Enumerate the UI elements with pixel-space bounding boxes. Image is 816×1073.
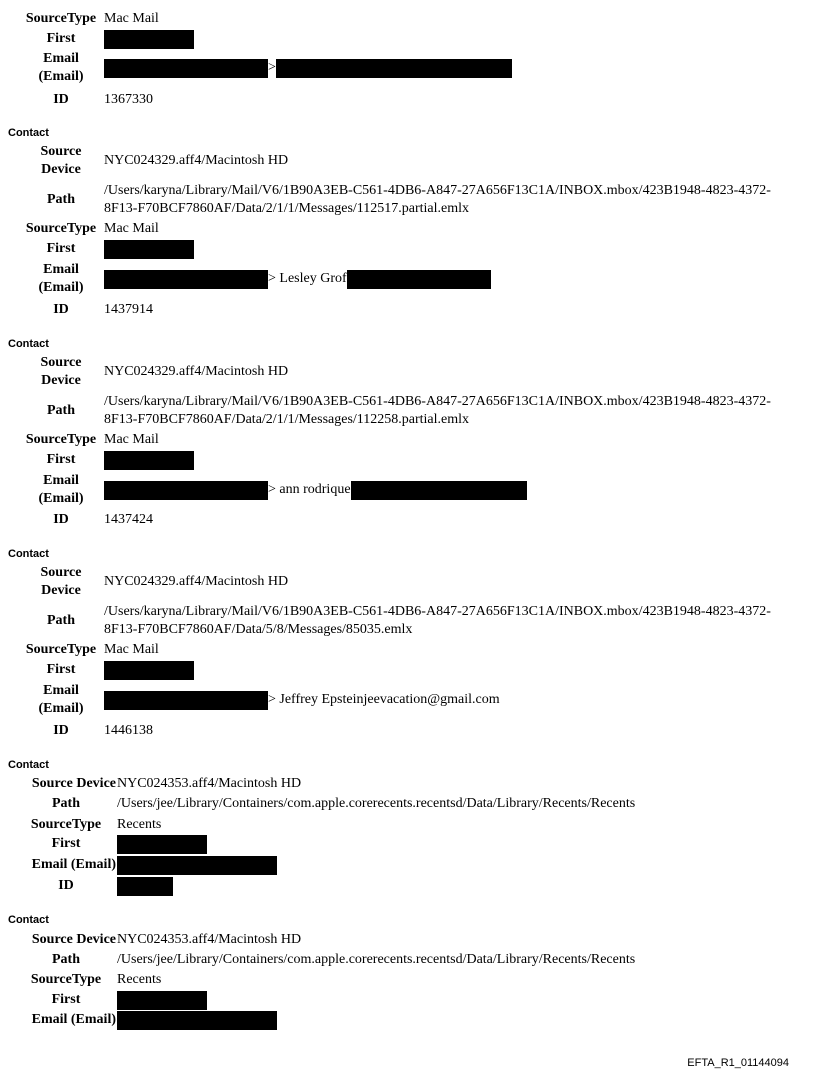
field-label-line2: (Email)	[38, 69, 84, 84]
contact-heading: Contact	[8, 127, 49, 139]
field-label: First	[46, 662, 76, 677]
field-label: SourceType	[25, 11, 97, 26]
redaction-block	[104, 30, 194, 49]
field-label-line2: Device	[41, 373, 81, 388]
field-value	[104, 481, 527, 500]
field-label-line2: (Email)	[38, 491, 84, 506]
field-value: /Users/jee/Library/Containers/com.apple.corerecents.recentsd/Data/Library/Recents/Recents	[117, 796, 636, 811]
field-label-line1: Email	[43, 51, 79, 66]
redaction-block	[351, 481, 527, 500]
field-label: ID	[53, 512, 69, 527]
field-label: Path	[47, 403, 75, 418]
email-text: > Lesley Grof	[268, 271, 347, 286]
field-label: First	[46, 241, 76, 256]
field-value: /Users/karyna/Library/Mail/V6/1B90A3EB-C561-4DB6-A847-27A656F13C1A/INBOX.mbox/423B1948-4823-4372-8F13-F70BCF7860AF/Data/5/8/Messages/85035.emlx	[104, 604, 771, 637]
redaction-block	[104, 451, 194, 470]
field-value: Mac Mail	[104, 221, 159, 236]
field-value: 1437914	[104, 302, 153, 317]
field-label-line1: Email	[43, 683, 79, 698]
field-value	[104, 59, 512, 78]
field-label: First	[46, 452, 76, 467]
field-label: First	[51, 836, 81, 851]
redaction-block	[117, 856, 277, 875]
field-value: /Users/karyna/Library/Mail/V6/1B90A3EB-C561-4DB6-A847-27A656F13C1A/INBOX.mbox/423B1948-4823-4372-8F13-F70BCF7860AF/Data/2/1/1/Messages/112258.partial.emlx	[104, 394, 771, 427]
field-label-line1: Source	[40, 144, 82, 159]
redaction-block	[104, 270, 268, 289]
field-label: SourceType	[30, 972, 102, 987]
field-label-line2: (Email)	[38, 280, 84, 295]
field-value: NYC024329.aff4/Macintosh HD	[104, 574, 289, 589]
field-value: Mac Mail	[104, 642, 159, 657]
field-label: SourceType	[25, 642, 97, 657]
redaction-block	[117, 1011, 277, 1030]
field-value: NYC024353.aff4/Macintosh HD	[117, 776, 302, 791]
field-value: NYC024329.aff4/Macintosh HD	[104, 364, 289, 379]
document-id-footer: EFTA_R1_01144094	[687, 1057, 789, 1069]
redaction-block	[104, 481, 268, 500]
field-label: Email (Email)	[31, 1012, 116, 1027]
field-label: SourceType	[25, 432, 97, 447]
field-label: SourceType	[25, 221, 97, 236]
field-label-line2: Device	[41, 162, 81, 177]
redaction-block	[104, 59, 268, 78]
contact-heading: Contact	[8, 338, 49, 350]
field-label: First	[51, 992, 81, 1007]
field-value	[104, 691, 500, 710]
field-label-line1: Source	[40, 355, 82, 370]
field-label: Source Device	[31, 932, 116, 947]
field-label: ID	[58, 878, 74, 893]
field-value: NYC024329.aff4/Macintosh HD	[104, 153, 289, 168]
field-value: Recents	[117, 817, 162, 832]
field-value: /Users/jee/Library/Containers/com.apple.corerecents.recentsd/Data/Library/Recents/Recents	[117, 952, 636, 967]
redaction-block	[117, 991, 207, 1010]
field-label-line1: Email	[43, 262, 79, 277]
redaction-block	[117, 877, 173, 896]
field-value: NYC024353.aff4/Macintosh HD	[117, 932, 302, 947]
email-text: >	[268, 60, 276, 75]
field-label: ID	[53, 723, 69, 738]
redaction-block	[104, 240, 194, 259]
field-label: Path	[52, 952, 80, 967]
field-label-line1: Email	[43, 473, 79, 488]
field-label: Path	[47, 613, 75, 628]
field-label: ID	[53, 92, 69, 107]
redaction-block	[276, 59, 512, 78]
field-value: 1446138	[104, 723, 153, 738]
field-label-line2: Device	[41, 583, 81, 598]
field-label: Email (Email)	[31, 857, 116, 872]
field-label: ID	[53, 302, 69, 317]
field-label: SourceType	[30, 817, 102, 832]
field-value	[104, 270, 491, 289]
field-label-line2: (Email)	[38, 701, 84, 716]
field-label: First	[46, 31, 76, 46]
field-value: /Users/karyna/Library/Mail/V6/1B90A3EB-C561-4DB6-A847-27A656F13C1A/INBOX.mbox/423B1948-4823-4372-8F13-F70BCF7860AF/Data/2/1/1/Messages/112517.partial.emlx	[104, 183, 771, 216]
email-text: > Jeffrey Epsteinjeevacation@gmail.com	[268, 692, 500, 707]
contact-heading: Contact	[8, 759, 49, 771]
field-label: Path	[52, 796, 80, 811]
redaction-block	[104, 661, 194, 680]
field-value: Recents	[117, 972, 162, 987]
field-value: 1367330	[104, 92, 153, 107]
redaction-block	[104, 691, 268, 710]
field-label-line1: Source	[40, 565, 82, 580]
field-label: Path	[47, 192, 75, 207]
field-value: Mac Mail	[104, 11, 159, 26]
field-label: Source Device	[31, 776, 116, 791]
redaction-block	[117, 835, 207, 854]
field-value: Mac Mail	[104, 432, 159, 447]
contact-heading: Contact	[8, 548, 49, 560]
email-text: > ann rodrique	[268, 482, 351, 497]
redaction-block	[347, 270, 491, 289]
field-value: 1437424	[104, 512, 153, 527]
contact-heading: Contact	[8, 914, 49, 926]
